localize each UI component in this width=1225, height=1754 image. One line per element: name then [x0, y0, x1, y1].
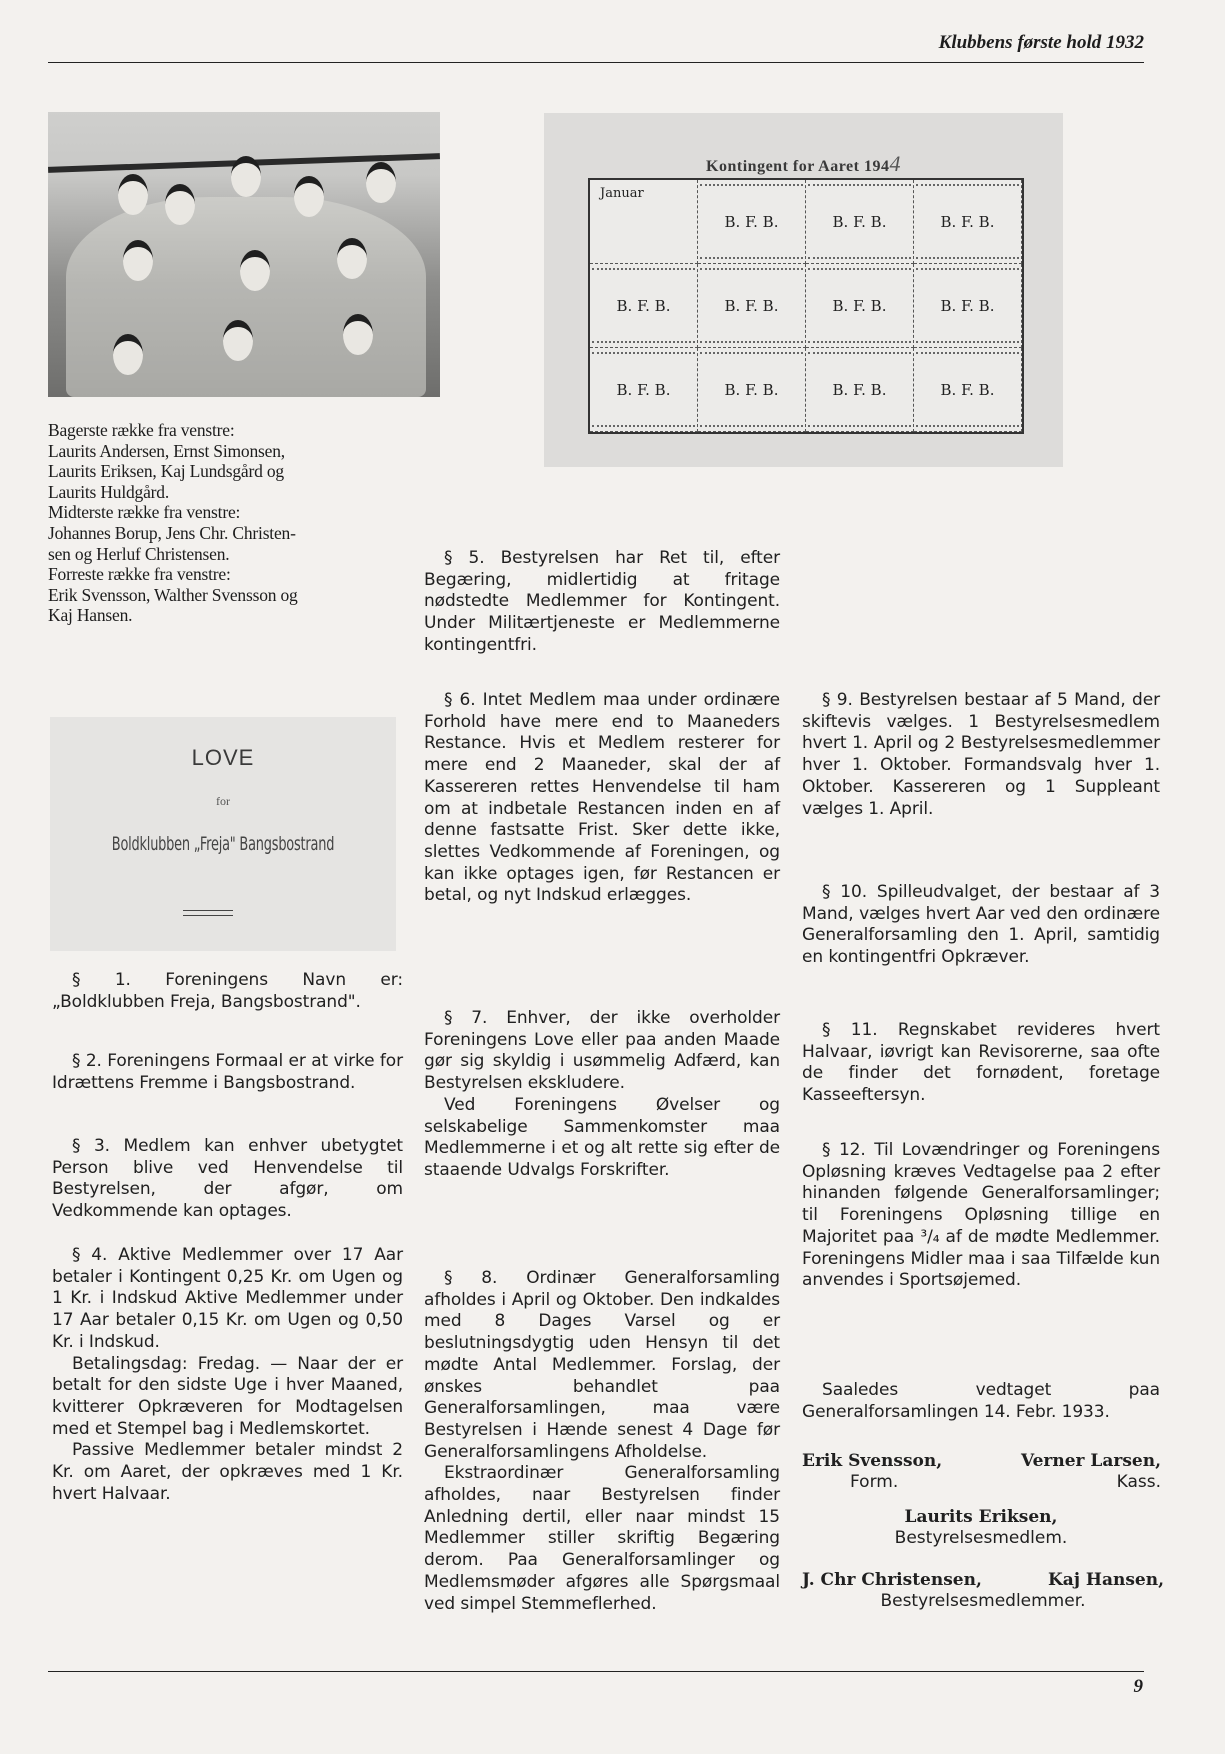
- title-love: LOVE: [191, 745, 255, 770]
- stamp-cell: B. F. B.: [806, 264, 914, 348]
- section-3: § 3. Medlem kan enhver ubetygtet Person blive ved Henvendelse til Bestyrelsen, der afgør, om Vedkommende kan optages.: [52, 1136, 403, 1222]
- header-title: Klubbens første hold 1932: [938, 32, 1144, 53]
- adoption-note: Saaledes vedtaget paa Generalforsamlingen 14. Febr. 1933.: [802, 1380, 1160, 1422]
- title-block: [50, 717, 396, 951]
- section-5: § 5. Bestyrelsen har Ret til, efter Begæring, midlertidig at fritage nødstedte Medlemmer for Kontingent. Under Militærtjeneste er Medlemmerne kontingentfri.: [424, 548, 780, 655]
- section-8: § 8. Ordinær Generalforsamling afholdes i April og Oktober. Den indkaldes med 8 Dages Varsel og er beslutningsdygtig uden Hensyn til det mødte Antal Medlemmer. Forslag, der ønskes behandlet paa Generalforsamlingen, maa være Bestyrelsen i Hænde senest 4 Dage før Generalforsamlingens Afholdelse. Ekstraordinær Generalforsamling afholdes, naar Bestyrelsen finder Anledning dertil, eller naar mindst 15 Medlemmer stiller skriftig Begæring derom. Paa Generalforsamlinger og Medlemsmøder afgøres alle Spørgsmaal ved simpel Stemmeflerhed.: [424, 1268, 780, 1614]
- club-name: Boldklubben „Freja" Bangsbostrand: [111, 833, 335, 855]
- section-4: § 4. Aktive Medlemmer over 17 Aar betaler i Kontingent 0,25 Kr. om Ugen og 1 Kr. i Indskud Aktive Medlemmer under 17 Aar betaler 0,15 Kr. om Ugen og 0,50 Kr. i Indskud. Betalingsdag: Fredag. — Naar der er betalt for den sidste Uge i hver Maaned, kvitterer Opkræveren for Modtagelsen med et Stempel bag i Medlemskortet. Passive Medlemmer betaler mindst 2 Kr. om Aaret, der opkræves med 1 Kr. hvert Halvaar.: [52, 1245, 403, 1504]
- team-photo: [48, 112, 440, 397]
- signature-treasurer: Verner Larsen, Kass.: [1020, 1451, 1161, 1492]
- stamp-grid: [588, 178, 1024, 434]
- double-rule: [183, 910, 233, 916]
- section-10: § 10. Spilleudvalget, der bestaar af 3 Mand, vælges hvert Aar ved den ordinære Generalforsamling den 1. April, samtidig en kontingentfri Opkræver.: [802, 882, 1160, 968]
- stamp-cell: B. F. B.: [806, 180, 914, 264]
- stamp-cell: B. F. B.: [698, 348, 806, 432]
- stamp-cell: B. F. B.: [590, 348, 698, 432]
- photo-caption: Bagerste række fra venstre: Laurits Andersen, Ernst Simonsen, Laurits Eriksen, Kaj Lundsgård og Laurits Huldgård. Midterste række fra venstre: Johannes Borup, Jens Chr. Christen- sen og Herluf Christensen. Forreste række fra venstre: Erik Svensson, Walther Svensson og Kaj Hansen.: [48, 420, 298, 626]
- stamp-cell: B. F. B.: [914, 180, 1022, 264]
- section-12: § 12. Til Lovændringer og Foreningens Opløsning kræves Vedtagelse paa 2 efter hinanden følgende Generalforsamlinger; til Foreningens Opløsning tillige en Majoritet paa ³/₄ af de mødte Medlemmer. Foreningens Midler maa i saa Tilfælde kun anvendes i Sportsøjemed.: [802, 1140, 1160, 1291]
- footer-rule: [48, 1671, 1144, 1672]
- stamp-cell: B. F. B.: [806, 348, 914, 432]
- section-9: § 9. Bestyrelsen bestaar af 5 Mand, der skiftevis vælges. 1 Bestyrelsesmedlem hvert 1. April og 2 Bestyrelsesmedlemmer hver 1. Oktober. Formandsvalg hver 1. Oktober. Kassereren og 1 Suppleant vælges 1. April.: [802, 690, 1160, 819]
- stamp-cell: B. F. B.: [914, 348, 1022, 432]
- title-for: for: [216, 794, 230, 808]
- section-6: § 6. Intet Medlem maa under ordinære Forhold have mere end to Maaneders Restance. Hvis et Medlem resterer for mere end 2 Maaneder, skal der af Kassereren rettes Henvendelse til ham om at indbetale Restancen inden en af denne fastsatte Frist. Sker dette ikke, slettes Vedkommende af Foreningen, og kan ikke optages igen, før Restancen er betal, og nyt Indskud erlægges.: [424, 690, 780, 906]
- contribution-card: [544, 113, 1063, 467]
- section-2: § 2. Foreningens Formaal er at virke for Idrættens Fremme i Bangsbostrand.: [52, 1051, 403, 1093]
- section-1: § 1. Foreningens Navn er: „Boldklubben Freja, Bangsbostrand".: [52, 970, 403, 1012]
- page-header: [48, 30, 1144, 63]
- signature-board-members: J. Chr Christensen, Kaj Hansen, Bestyrelsesmedlemmer.: [802, 1570, 1164, 1611]
- signature-board-member: Laurits Eriksen, Bestyrelsesmedlem.: [894, 1507, 1068, 1548]
- card-cell-january: Januar: [590, 180, 698, 264]
- signature-chair: Erik Svensson, Form.: [802, 1451, 943, 1492]
- section-11: § 11. Regnskabet revideres hvert Halvaar, iøvrigt kan Revisorerne, saa ofte de finder det fornødent, foretage Kasseeftersyn.: [802, 1020, 1160, 1106]
- card-title: Kontingent for Aaret 1944: [706, 151, 901, 176]
- section-7: § 7. Enhver, der ikke overholder Foreningens Love eller paa anden Maade gør sig skyldig i usømmelig Adfærd, kan Bestyrelsen ekskludere. Ved Foreningens Øvelser og selskabelige Sammenkomster maa Medlemmerne i et og alt rette sig efter de staaende Udvalgs Forskrifter.: [424, 1008, 780, 1180]
- stamp-cell: B. F. B.: [914, 264, 1022, 348]
- stamp-cell: B. F. B.: [698, 264, 806, 348]
- stamp-cell: B. F. B.: [590, 264, 698, 348]
- stamp-cell: B. F. B.: [698, 180, 806, 264]
- page-number: 9: [1133, 1676, 1143, 1697]
